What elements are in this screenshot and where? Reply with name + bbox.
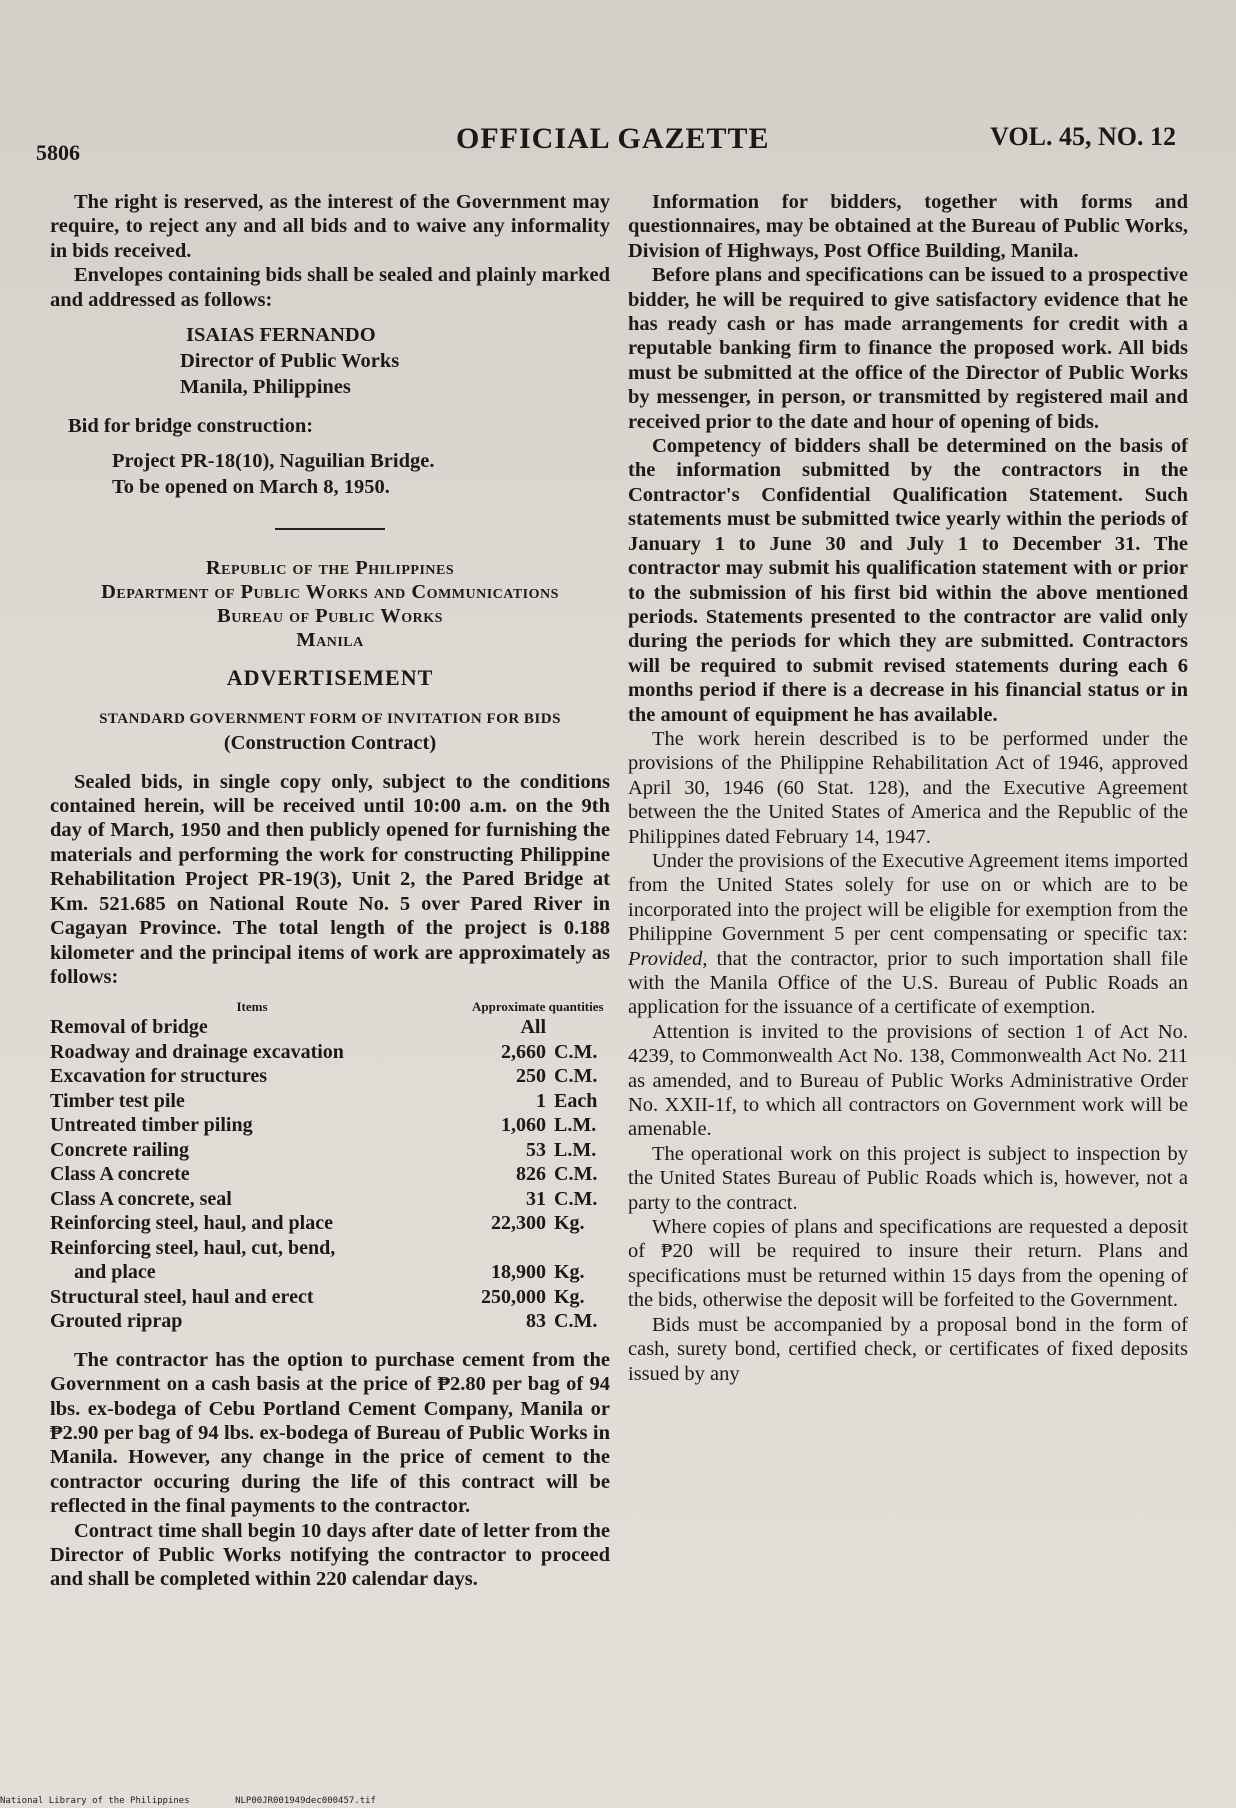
item-quantity: 826 bbox=[516, 1163, 546, 1186]
paragraph-proposal-bond: Bids must be accompanied by a proposal bond in the form of cash, surety bond, certified check, or certificates of fixed deposits issued by any bbox=[628, 1313, 1188, 1385]
executive-agreement-text-a: Under the provisions of the Executive Agreement items imported from the United States solely for use on or which are to be incorporated into the project will be eligible for exemption from the Philippine Government 5 per cent compensating or specific tax: bbox=[628, 849, 1188, 946]
paragraph-work-described: The work herein described is to be performed under the provisions of the Philippine Rehabilitation Act of 1946, approved April 30, 1946 (60 Stat. 128), and the Executive Agreement between the the United States of America and the Republic of the Philippines dated February 14, 1947. bbox=[628, 727, 1188, 848]
item-name: Concrete railing bbox=[50, 1138, 190, 1161]
item-unit: C.M. bbox=[554, 1163, 598, 1186]
table-row bbox=[50, 1064, 610, 1089]
paragraph-contract-time: Contract time shall begin 10 days after date of letter from the Director of Public Works notifying the contractor to proceed and shall be completed within 220 calendar days. bbox=[50, 1519, 610, 1591]
scan-footer bbox=[0, 1796, 416, 1806]
bureau-line: Bureau of Public Works bbox=[217, 605, 443, 628]
item-quantity: 250,000 bbox=[481, 1285, 546, 1308]
item-unit: Kg. bbox=[554, 1212, 585, 1235]
item-name: Roadway and drainage excavation bbox=[50, 1040, 344, 1063]
paragraph-sealed-bids: Sealed bids, in single copy only, subject to the conditions contained herein, will be received until 10:00 a.m. on the 9th day of March, 1950 and then publicly opened for furnishing the materials and performing the work for constructing Philippine Rehabilitation Project PR-19(3), Unit 2, the Pared Bridge at Km. 521.685 on National Route No. 5 over Pared River in Cagayan Province. The total length of the project is 0.188 kilometer and the principal items of work are approximately as follows: bbox=[50, 770, 610, 988]
left-column bbox=[50, 190, 610, 1592]
table-row bbox=[50, 1015, 610, 1040]
item-quantity: 83 bbox=[526, 1310, 546, 1333]
paragraph-rights: The right is reserved, as the interest of the Government may require, to reject any and all bids and to waive any informality in bids received. bbox=[50, 191, 610, 262]
footer-filename: NLP00JR001949dec000457.tif bbox=[235, 1796, 376, 1806]
quantities-column-header: Approximate quantities bbox=[472, 999, 604, 1015]
item-quantity: 1 bbox=[536, 1089, 546, 1112]
paragraph-envelopes: Envelopes containing bids shall be sealed and plainly marked and addressed as follows: bbox=[50, 264, 610, 311]
item-name: Untreated timber piling bbox=[50, 1114, 253, 1137]
address-title: Director of Public Works bbox=[180, 350, 400, 373]
item-name: Excavation for structures bbox=[50, 1065, 268, 1088]
item-quantity: 18,900 bbox=[491, 1261, 546, 1284]
paragraph-operational-work: The operational work on this project is subject to inspection by the United States Bureau of Public Roads which is, however, not a party to the contract. bbox=[628, 1142, 1188, 1214]
volume-number: VOL. 45, NO. 12 bbox=[990, 122, 1176, 151]
paragraph-executive-agreement bbox=[628, 849, 1188, 1020]
item-quantity: 22,300 bbox=[491, 1212, 546, 1235]
item-name: Class A concrete bbox=[50, 1163, 190, 1186]
section-divider bbox=[275, 528, 385, 530]
item-quantity: 250 bbox=[516, 1065, 546, 1088]
item-name: Reinforcing steel, haul, and place bbox=[50, 1212, 333, 1235]
work-items-body bbox=[50, 1015, 610, 1334]
item-name: Removal of bridge bbox=[50, 1016, 208, 1039]
table-row bbox=[50, 1236, 610, 1261]
item-name: Reinforcing steel, haul, cut, bend, bbox=[50, 1236, 336, 1259]
item-name: Grouted riprap bbox=[50, 1310, 183, 1333]
paragraph-before-plans: Before plans and specifications can be issued to a prospective bidder, he will be required to give satisfactory evidence that he has ready cash or has made arrangements for credit with a reputable banking firm to finance the proposed work. All bids must be submitted at the office of the Director of Public Works by messenger, in person, or transmitted by registered mail and received prior to the date and hour of opening of bids. bbox=[628, 264, 1188, 433]
paragraph-attention: Attention is invited to the provisions of section 1 of Act No. 4239, to Commonwealth Act No. 138, Commonwealth Act No. 211 as amended, and to Bureau of Public Works Administrative Order No. XXII-1f, to which all contractors on Government work will be amenable. bbox=[628, 1020, 1188, 1141]
opening-date-line: To be opened on March 8, 1950. bbox=[112, 476, 390, 499]
table-row bbox=[50, 1285, 610, 1310]
address-name: ISAIAS FERNANDO bbox=[186, 324, 376, 347]
item-unit: L.M. bbox=[554, 1138, 597, 1161]
item-name: Structural steel, haul and erect bbox=[50, 1285, 314, 1308]
page-number: 5806 bbox=[36, 140, 80, 165]
item-quantity bbox=[454, 1236, 554, 1261]
department-line: Department of Public Works and Communications bbox=[101, 581, 559, 604]
table-row bbox=[50, 1162, 610, 1187]
item-quantity: 1,060 bbox=[501, 1114, 546, 1137]
table-row bbox=[50, 1211, 610, 1236]
address-block bbox=[180, 322, 610, 400]
right-column bbox=[628, 190, 1188, 1386]
table-row bbox=[50, 1113, 610, 1138]
table-row bbox=[50, 1138, 610, 1163]
footer-library: National Library of the Philippines bbox=[0, 1796, 190, 1806]
item-quantity: 2,660 bbox=[501, 1040, 546, 1063]
project-line: Project PR-18(10), Naguilian Bridge. bbox=[112, 450, 435, 473]
item-name: Class A concrete, seal bbox=[50, 1187, 232, 1210]
table-row bbox=[50, 1040, 610, 1065]
item-unit: Each bbox=[554, 1089, 598, 1112]
items-column-header: Items bbox=[236, 999, 268, 1015]
work-items-table bbox=[50, 999, 610, 1334]
construction-contract-heading: (Construction Contract) bbox=[223, 732, 437, 755]
item-unit bbox=[554, 1015, 610, 1040]
item-quantity: 53 bbox=[526, 1138, 546, 1161]
item-unit: Kg. bbox=[554, 1261, 585, 1284]
publication-title: OFFICIAL GAZETTE bbox=[456, 122, 770, 155]
table-row bbox=[50, 1260, 610, 1285]
republic-line: Republic of the Philippines bbox=[205, 557, 455, 580]
paragraph-competency: Competency of bidders shall be determined on the basis of the information submitted by the contractors in the Contractor's Confidential Qualification Statement. Such statements must be submitted twice yearly within the periods of January 1 to June 30 and July 1 to December 31. The contractor may submit his qualification statement with or prior to the submission of his first bid within the above mentioned periods. Statements presented to the contractor are valid only during the periods for which they are submitted. Contractors will be required to submit revised statements during each 6 months period if there is a decrease in his financial status or in the amount of equipment he has available. bbox=[628, 435, 1188, 726]
item-unit: C.M. bbox=[554, 1065, 598, 1088]
item-unit: C.M. bbox=[554, 1310, 598, 1333]
table-row bbox=[50, 1089, 610, 1114]
city-line: Manila bbox=[296, 629, 364, 652]
item-unit: L.M. bbox=[554, 1114, 597, 1137]
item-unit: C.M. bbox=[554, 1187, 598, 1210]
table-row bbox=[50, 1187, 610, 1212]
address-place: Manila, Philippines bbox=[180, 376, 351, 399]
bid-for-label: Bid for bridge construction: bbox=[68, 415, 314, 438]
project-block bbox=[112, 448, 610, 500]
item-quantity: 31 bbox=[526, 1187, 546, 1210]
table-row bbox=[50, 1309, 610, 1334]
advertisement-heading: ADVERTISEMENT bbox=[226, 665, 434, 691]
paragraph-cement: The contractor has the option to purchase cement from the Government on a cash basis at the price of ₱2.80 per bag of 94 lbs. ex-bodega of Cebu Portland Cement Company, Manila or ₱2.90 per bag of 94 lbs. ex-bodega of Bureau of Public Works in Manila. However, any change in the price of cement to the contractor occuring during the life of this contract will be reflected in the final payments to the contractor. bbox=[50, 1348, 610, 1518]
paragraph-copies-deposit: Where copies of plans and specifications are requested a deposit of ₱20 will be required to insure their return. Plans and specifications must be returned within 15 days from the opening of the bids, otherwise the deposit will be forfeited to the Government. bbox=[628, 1216, 1188, 1312]
item-quantity: All bbox=[520, 1016, 546, 1039]
executive-agreement-text-b: that the contractor, prior to such importation shall file with the Manila Office of the U.S. Bureau of Public Roads an application for the issuance of a certificate of exemption. bbox=[628, 947, 1188, 1019]
paragraph-information: Information for bidders, together with forms and questionnaires, may be obtained at the Bureau of Public Works, Division of Highways, Post Office Building, Manila. bbox=[628, 191, 1188, 262]
page-header bbox=[36, 112, 1176, 165]
item-unit: Kg. bbox=[554, 1285, 585, 1308]
provided-emphasis: Provided, bbox=[628, 947, 708, 970]
item-unit: C.M. bbox=[554, 1040, 598, 1063]
agency-heading bbox=[50, 556, 610, 652]
item-name: Timber test pile bbox=[50, 1089, 185, 1112]
item-name: and place bbox=[74, 1261, 156, 1284]
standard-form-heading: STANDARD GOVERNMENT FORM OF INVITATION FOR BIDS bbox=[99, 710, 561, 727]
item-unit bbox=[554, 1236, 610, 1261]
